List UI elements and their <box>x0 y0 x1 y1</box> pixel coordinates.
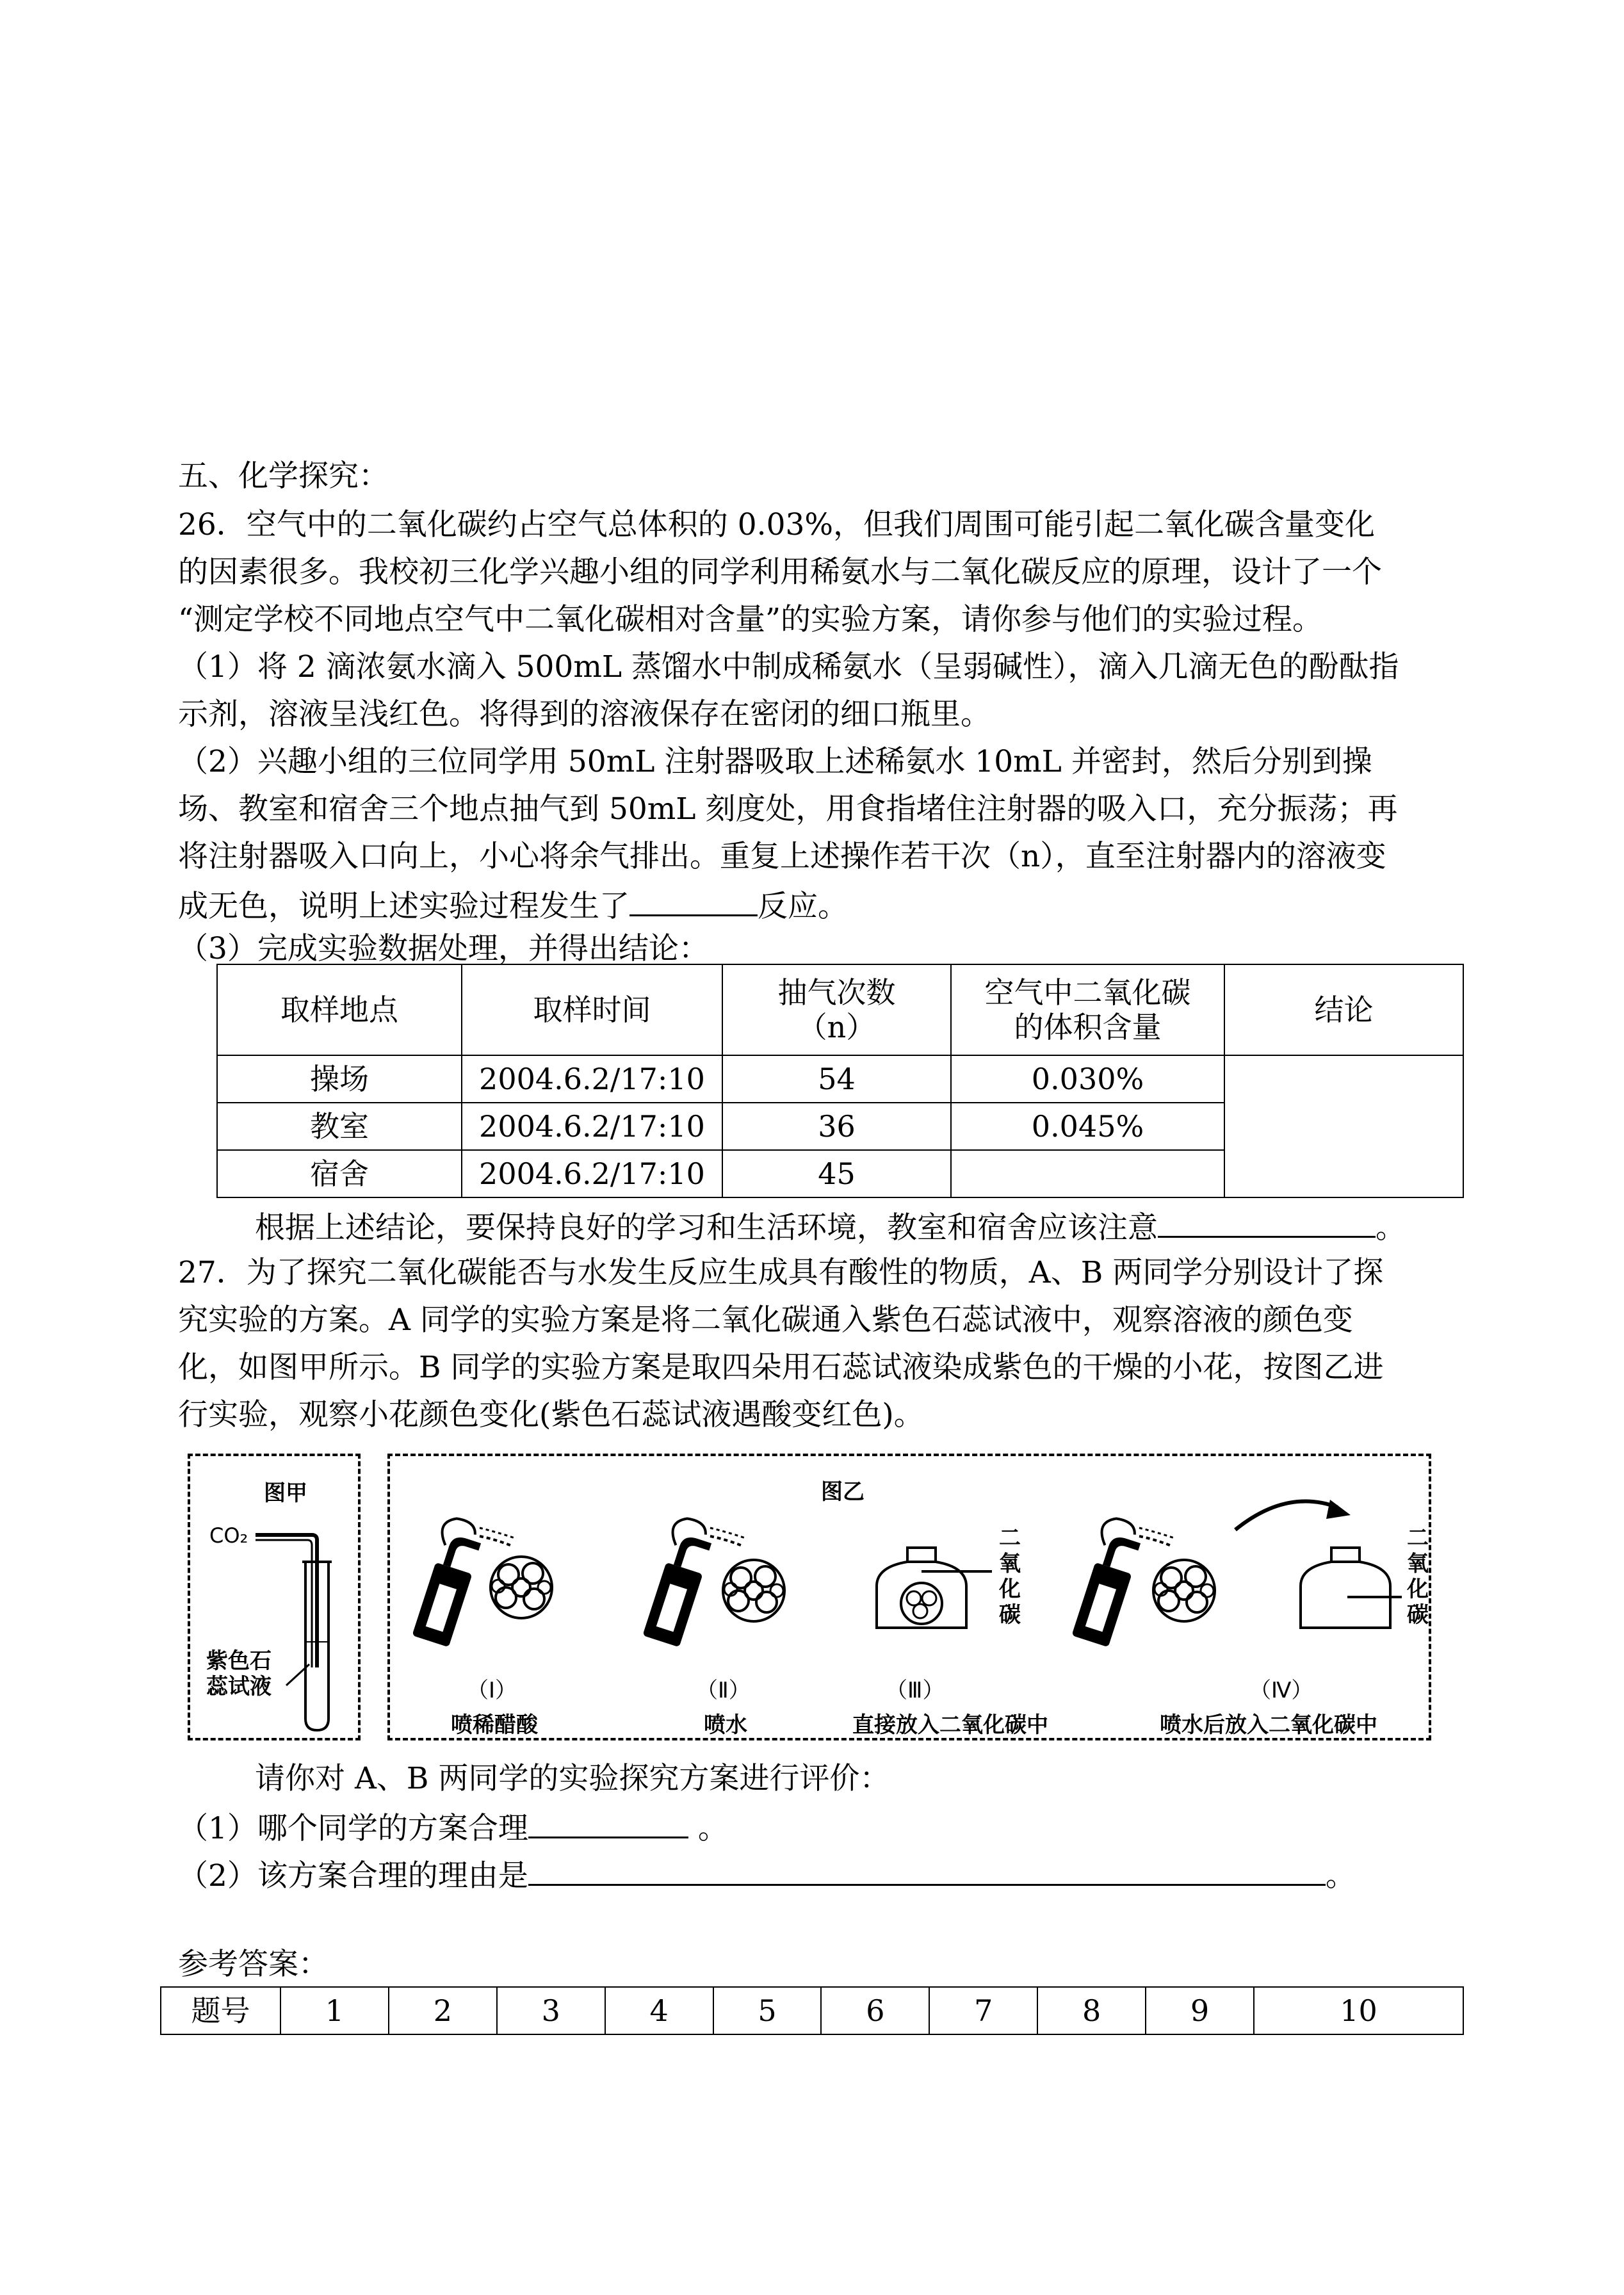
step-3-caption: 直接放入二氧化碳中 <box>852 1712 1048 1738</box>
cell-count: 45 <box>722 1150 951 1197</box>
q27-eval-1-text: （1）哪个同学的方案合理 <box>178 1811 528 1846</box>
litmus-label-line-1: 紫色石 <box>206 1648 272 1674</box>
cell-time: 2004.6.2/17:10 <box>462 1103 722 1150</box>
answer-header-number: 5 <box>713 1987 822 2034</box>
step-1-caption: 喷稀醋酸 <box>451 1712 538 1738</box>
answer-header-number: 10 <box>1254 1987 1463 2034</box>
header-count-line-2: （n） <box>797 1010 876 1044</box>
section-title: 五、化学探究： <box>178 458 389 494</box>
q26-step2-line-4-end: 反应。 <box>758 889 848 924</box>
step-2-number: （Ⅱ） <box>696 1678 751 1703</box>
cell-count: 36 <box>722 1103 951 1150</box>
table-row <box>217 1055 1463 1103</box>
table-header-row <box>217 964 1463 1055</box>
litmus-label-line-2: 蕊试液 <box>206 1674 272 1699</box>
figure-yi <box>387 1454 1431 1740</box>
q26-after-table <box>255 1208 1406 1246</box>
answer-header-number: 7 <box>929 1987 1037 2034</box>
q26-step1-line-2: 示剂，溶液呈浅红色。将得到的溶液保存在密闭的细口瓶里。 <box>178 697 991 732</box>
header-co2-line-2: 的体积含量 <box>1014 1010 1162 1044</box>
cell-place: 操场 <box>217 1055 462 1103</box>
header-time: 取样时间 <box>462 964 722 1055</box>
test-tube-apparatus <box>190 1456 363 1743</box>
q26-step3-line: （3）完成实验数据处理，并得出结论： <box>178 931 709 966</box>
q27-line-3: 化，如图甲所示。B 同学的实验方案是取四朵用石蕊试液染成紫色的干燥的小花，按图乙进 <box>178 1350 1384 1385</box>
q26-after-table-text: 根据上述结论，要保持良好的学习和生活环境，教室和宿舍应该注意 <box>255 1210 1158 1245</box>
cell-place: 教室 <box>217 1103 462 1150</box>
step-1-number: （Ⅰ） <box>467 1678 517 1703</box>
q27-eval-2-end: 。 <box>1325 1858 1356 1894</box>
figure-jia-title: 图甲 <box>264 1480 307 1506</box>
co2-vertical-label-iv: 二氧化碳 <box>1407 1525 1429 1628</box>
answer-header-number: 1 <box>280 1987 389 2034</box>
reason-blank[interactable] <box>528 1856 1326 1886</box>
reaction-type-blank[interactable] <box>629 886 758 916</box>
cell-co2: 0.030% <box>951 1055 1224 1103</box>
q26-step2-line-3: 将注射器吸入口向上，小心将余气排出。重复上述操作若干次（n），直至注射器内的溶液变 <box>178 839 1386 874</box>
q26-line-1: 26．空气中的二氧化碳约占空气总体积的 0.03%，但我们周围可能引起二氧化碳含量变化 <box>178 507 1376 542</box>
answer-table <box>160 1986 1464 2035</box>
figure-jia <box>188 1454 361 1740</box>
cell-count: 54 <box>722 1055 951 1103</box>
figure-yi-title: 图乙 <box>821 1479 865 1505</box>
q27-eval-2 <box>178 1856 1356 1894</box>
step-4-caption: 喷水后放入二氧化碳中 <box>1160 1712 1377 1738</box>
q26-step2-line-4-start: 成无色，说明上述实验过程发生了 <box>178 889 629 924</box>
q27-eval-1-end: 。 <box>688 1811 728 1846</box>
q26-step2-line-1: （2）兴趣小组的三位同学用 50mL 注射器吸取上述稀氨水 10mL 并密封，然后分别到操 <box>178 744 1372 779</box>
header-place: 取样地点 <box>217 964 462 1055</box>
answer-header-number: 2 <box>389 1987 497 2034</box>
q26-step1-line-1: （1）将 2 滴浓氨水滴入 500mL 蒸馏水中制成稀氨水（呈弱碱性），滴入几滴无色的酚酞指 <box>178 649 1399 685</box>
answer-header-number: 6 <box>821 1987 929 2034</box>
co2-label: CO₂ <box>209 1523 248 1548</box>
header-co2 <box>951 964 1224 1055</box>
q26-after-table-end: 。 <box>1376 1210 1406 1245</box>
cell-co2-answer[interactable] <box>951 1150 1224 1197</box>
q27-line-4: 行实验，观察小花颜色变化(紫色石蕊试液遇酸变红色)。 <box>178 1397 924 1432</box>
header-co2-line-1: 空气中二氧化碳 <box>984 975 1191 1010</box>
answer-header-number: 9 <box>1146 1987 1254 2034</box>
cell-co2: 0.045% <box>951 1103 1224 1150</box>
cell-place: 宿舍 <box>217 1150 462 1197</box>
header-count <box>722 964 951 1055</box>
step-4-number: （Ⅳ） <box>1249 1678 1313 1703</box>
answer-header-number: 4 <box>605 1987 713 2034</box>
cell-time: 2004.6.2/17:10 <box>462 1055 722 1103</box>
answers-title: 参考答案： <box>178 1947 329 1982</box>
step-2-caption: 喷水 <box>704 1712 747 1738</box>
answer-header-row <box>161 1987 1463 2034</box>
q27-line-2: 究实验的方案。A 同学的实验方案是将二氧化碳通入紫色石蕊试液中，观察溶液的颜色变 <box>178 1302 1353 1338</box>
answer-header-label: 题号 <box>161 1987 280 2034</box>
attention-blank[interactable] <box>1158 1208 1376 1238</box>
step-3-number: （Ⅲ） <box>886 1678 945 1703</box>
answer-header-number: 8 <box>1037 1987 1146 2034</box>
q26-step2-line-2: 场、教室和宿舍三个地点抽气到 50mL 刻度处，用食指堵住注射器的吸入口，充分振荡；再 <box>178 791 1398 827</box>
q27-eval-2-text: （2）该方案合理的理由是 <box>178 1858 528 1894</box>
cell-time: 2004.6.2/17:10 <box>462 1150 722 1197</box>
experiment-data-table <box>216 964 1464 1198</box>
reasonable-student-blank[interactable] <box>528 1808 688 1838</box>
q26-line-2: 的因素很多。我校初三化学兴趣小组的同学利用稀氨水与二氧化碳反应的原理，设计了一个 <box>178 555 1382 590</box>
q27-eval-1 <box>178 1808 728 1847</box>
co2-vertical-label-iii: 二氧化碳 <box>999 1525 1021 1628</box>
header-conclusion: 结论 <box>1224 964 1463 1055</box>
q26-line-3: “测定学校不同地点空气中二氧化碳相对含量”的实验方案，请你参与他们的实验过程。 <box>178 602 1323 637</box>
q26-step2-line-4 <box>178 886 848 925</box>
answer-header-number: 3 <box>497 1987 605 2034</box>
q27-eval-intro: 请你对 A、B 两同学的实验探究方案进行评价： <box>255 1761 890 1796</box>
cell-conclusion-answer[interactable] <box>1224 1055 1463 1197</box>
q27-line-1: 27．为了探究二氧化碳能否与水发生反应生成具有酸性的物质，A、B 两同学分别设计了探 <box>178 1255 1384 1290</box>
header-count-line-1: 抽气次数 <box>777 975 896 1010</box>
